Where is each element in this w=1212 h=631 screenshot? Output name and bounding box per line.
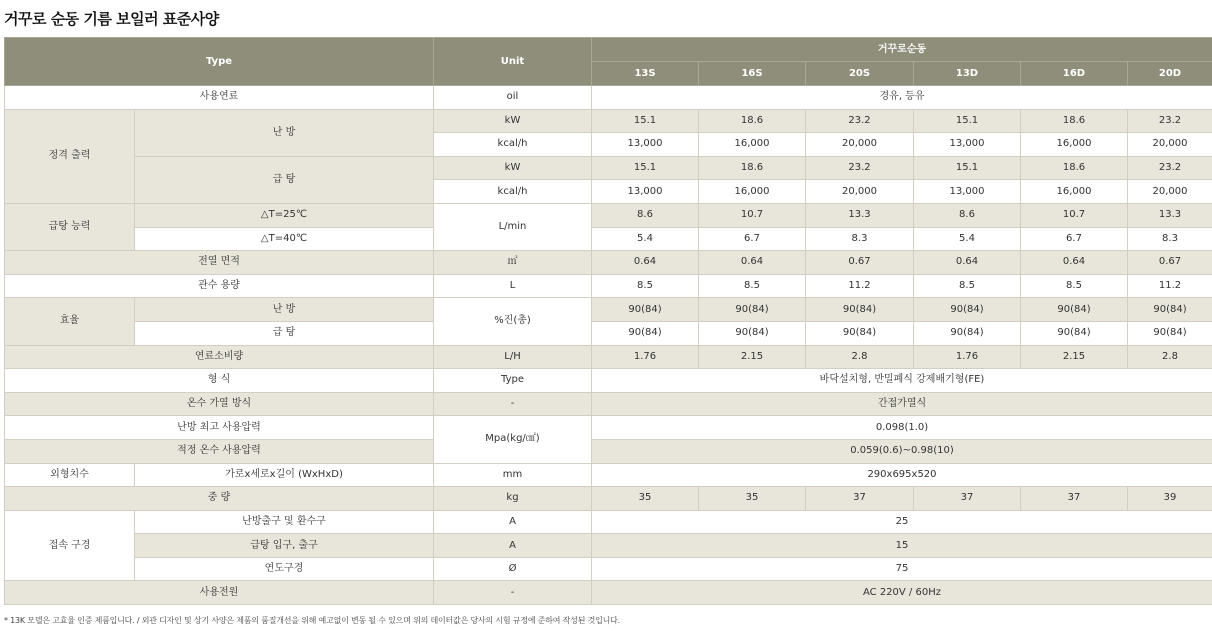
- row-value: 바닥설치형, 반밀폐식 강제배기형(FE): [592, 369, 1212, 393]
- cell-value: 23.2: [806, 156, 914, 180]
- cell-value: 18.6: [1021, 156, 1128, 180]
- cell-value: 35: [699, 487, 806, 511]
- cell-value: 90(84): [914, 298, 1021, 322]
- row-label: 형 식: [5, 369, 434, 393]
- row-label: 난 방: [135, 298, 434, 322]
- table-row: [5, 274, 1212, 298]
- cell-value: 18.6: [699, 156, 806, 180]
- row-label: △T=40℃: [135, 227, 434, 251]
- cell-value: 37: [806, 487, 914, 511]
- cell-value: 8.3: [1128, 227, 1212, 251]
- cell-value: 90(84): [592, 298, 699, 322]
- spec-table: [4, 37, 1212, 605]
- row-value: 25: [592, 510, 1212, 534]
- cell-value: 15.1: [592, 109, 699, 133]
- cell-value: 13,000: [914, 180, 1021, 204]
- table-row: [5, 463, 1212, 487]
- cell-value: 10.7: [1021, 203, 1128, 227]
- header-model: 20D: [1128, 62, 1212, 86]
- cell-value: 16,000: [1021, 133, 1128, 157]
- row-unit: kcal/h: [434, 133, 592, 157]
- header-model: 20S: [806, 62, 914, 86]
- cell-value: 8.5: [914, 274, 1021, 298]
- row-unit: Ø: [434, 557, 592, 581]
- cell-value: 1.76: [914, 345, 1021, 369]
- cell-value: 90(84): [806, 321, 914, 345]
- cell-value: 8.5: [592, 274, 699, 298]
- cell-value: 18.6: [1021, 109, 1128, 133]
- cell-value: 0.64: [592, 251, 699, 275]
- table-row: [5, 392, 1212, 416]
- cell-value: 10.7: [699, 203, 806, 227]
- cell-value: 8.6: [592, 203, 699, 227]
- cell-value: 13,000: [592, 133, 699, 157]
- row-label: 사용연료: [5, 86, 434, 110]
- cell-value: 90(84): [1021, 321, 1128, 345]
- row-label: 전열 면적: [5, 251, 434, 275]
- cell-value: 5.4: [914, 227, 1021, 251]
- row-label: 난방 최고 사용압력: [5, 416, 434, 440]
- cell-value: 13.3: [1128, 203, 1212, 227]
- cell-value: 13,000: [914, 133, 1021, 157]
- cell-value: 37: [1021, 487, 1128, 511]
- row-unit: kW: [434, 156, 592, 180]
- cell-value: 90(84): [699, 298, 806, 322]
- cell-value: 0.67: [1128, 251, 1212, 275]
- row-label: 급 탕: [135, 321, 434, 345]
- footnote: * 13K 모델은 고효율 인증 제품입니다. / 외관 디자인 및 상기 사양은 제품의 품질개선을 위해 예고없이 변동 될 수 있으며 위의 데이터값은 당사의 시험 규정에 준하여 작성된 것입니다.: [4, 616, 621, 625]
- cell-value: 8.6: [914, 203, 1021, 227]
- row-label: 가로x세로x길이 (WxHxD): [135, 463, 434, 487]
- table-row: [5, 321, 1212, 345]
- row-value: 0.098(1.0): [592, 416, 1212, 440]
- row-unit: -: [434, 392, 592, 416]
- table-row: [5, 369, 1212, 393]
- row-label: 연도구경: [135, 557, 434, 581]
- row-label: 사용전원: [5, 581, 434, 605]
- row-label: 중 량: [5, 487, 434, 511]
- cell-value: 15.1: [914, 109, 1021, 133]
- row-value: 290x695x520: [592, 463, 1212, 487]
- cell-value: 8.3: [806, 227, 914, 251]
- cell-value: 8.5: [699, 274, 806, 298]
- cell-value: 23.2: [806, 109, 914, 133]
- row-group-label: 외형치수: [5, 463, 135, 487]
- row-unit: A: [434, 534, 592, 558]
- row-label: 난방출구 및 환수구: [135, 510, 434, 534]
- row-group-label: 정격 출력: [5, 109, 135, 203]
- cell-value: 39: [1128, 487, 1212, 511]
- row-label: 적정 온수 사용압력: [5, 439, 434, 463]
- table-row: [5, 557, 1212, 581]
- row-value: 간접가열식: [592, 392, 1212, 416]
- cell-value: 90(84): [592, 321, 699, 345]
- cell-value: 16,000: [1021, 180, 1128, 204]
- row-label: 급탕 입구, 출구: [135, 534, 434, 558]
- table-row: [5, 510, 1212, 534]
- row-label: 온수 가열 방식: [5, 392, 434, 416]
- row-label: 연료소비량: [5, 345, 434, 369]
- cell-value: 6.7: [699, 227, 806, 251]
- header-model: 16S: [699, 62, 806, 86]
- cell-value: 90(84): [1021, 298, 1128, 322]
- header-model: 13S: [592, 62, 699, 86]
- page-title: 거꾸로 순동 기름 보일러 표준사양: [4, 10, 219, 28]
- cell-value: 20,000: [1128, 133, 1212, 157]
- cell-value: 90(84): [806, 298, 914, 322]
- cell-value: 2.8: [1128, 345, 1212, 369]
- cell-value: 13.3: [806, 203, 914, 227]
- cell-value: 90(84): [1128, 298, 1212, 322]
- row-unit: kcal/h: [434, 180, 592, 204]
- cell-value: 23.2: [1128, 156, 1212, 180]
- cell-value: 15.1: [914, 156, 1021, 180]
- header-model-group: 거꾸로순동: [592, 38, 1212, 62]
- cell-value: 6.7: [1021, 227, 1128, 251]
- cell-value: 35: [592, 487, 699, 511]
- row-unit: Mpa(kg/㎠): [434, 416, 592, 463]
- cell-value: 90(84): [1128, 321, 1212, 345]
- table-row: [5, 109, 1212, 133]
- row-label: △T=25℃: [135, 203, 434, 227]
- row-value: 0.059(0.6)~0.98(10): [592, 439, 1212, 463]
- table-row: [5, 251, 1212, 275]
- table-row: [5, 156, 1212, 180]
- row-unit: Type: [434, 369, 592, 393]
- row-unit: L/H: [434, 345, 592, 369]
- row-value: 경유, 등유: [592, 86, 1212, 110]
- cell-value: 2.15: [1021, 345, 1128, 369]
- cell-value: 2.8: [806, 345, 914, 369]
- row-unit: A: [434, 510, 592, 534]
- table-row: [5, 581, 1212, 605]
- header-model: 13D: [914, 62, 1021, 86]
- table-row: [5, 534, 1212, 558]
- row-group-label: 접속 구경: [5, 510, 135, 581]
- table-row: [5, 227, 1212, 251]
- row-group-label: 급탕 능력: [5, 203, 135, 250]
- row-group-label: 효율: [5, 298, 135, 345]
- row-unit: ㎡: [434, 251, 592, 275]
- row-unit: kg: [434, 487, 592, 511]
- cell-value: 13,000: [592, 180, 699, 204]
- row-unit: kW: [434, 109, 592, 133]
- cell-value: 1.76: [592, 345, 699, 369]
- table-row: [5, 86, 1212, 110]
- row-unit: oil: [434, 86, 592, 110]
- table-row: [5, 439, 1212, 463]
- row-unit: %진(총): [434, 298, 592, 345]
- row-label: 난 방: [135, 109, 434, 156]
- cell-value: 15.1: [592, 156, 699, 180]
- cell-value: 37: [914, 487, 1021, 511]
- cell-value: 20,000: [806, 133, 914, 157]
- cell-value: 11.2: [806, 274, 914, 298]
- cell-value: 23.2: [1128, 109, 1212, 133]
- cell-value: 16,000: [699, 180, 806, 204]
- row-label: 관수 용량: [5, 274, 434, 298]
- cell-value: 16,000: [699, 133, 806, 157]
- cell-value: 90(84): [914, 321, 1021, 345]
- row-unit: -: [434, 581, 592, 605]
- table-row: [5, 298, 1212, 322]
- table-row: [5, 345, 1212, 369]
- cell-value: 8.5: [1021, 274, 1128, 298]
- header-model: 16D: [1021, 62, 1128, 86]
- header-unit: Unit: [434, 38, 592, 86]
- cell-value: 0.64: [699, 251, 806, 275]
- header-type: Type: [5, 38, 434, 86]
- table-row: [5, 203, 1212, 227]
- table-row: [5, 487, 1212, 511]
- cell-value: 18.6: [699, 109, 806, 133]
- row-unit: mm: [434, 463, 592, 487]
- cell-value: 5.4: [592, 227, 699, 251]
- cell-value: 2.15: [699, 345, 806, 369]
- cell-value: 0.64: [1021, 251, 1128, 275]
- cell-value: 90(84): [699, 321, 806, 345]
- cell-value: 0.64: [914, 251, 1021, 275]
- cell-value: 20,000: [806, 180, 914, 204]
- cell-value: 20,000: [1128, 180, 1212, 204]
- cell-value: 0.67: [806, 251, 914, 275]
- cell-value: 11.2: [1128, 274, 1212, 298]
- row-value: 75: [592, 557, 1212, 581]
- row-unit: L/min: [434, 203, 592, 250]
- row-value: AC 220V / 60Hz: [592, 581, 1212, 605]
- row-value: 15: [592, 534, 1212, 558]
- row-label: 급 탕: [135, 156, 434, 203]
- row-unit: L: [434, 274, 592, 298]
- table-row: [5, 416, 1212, 440]
